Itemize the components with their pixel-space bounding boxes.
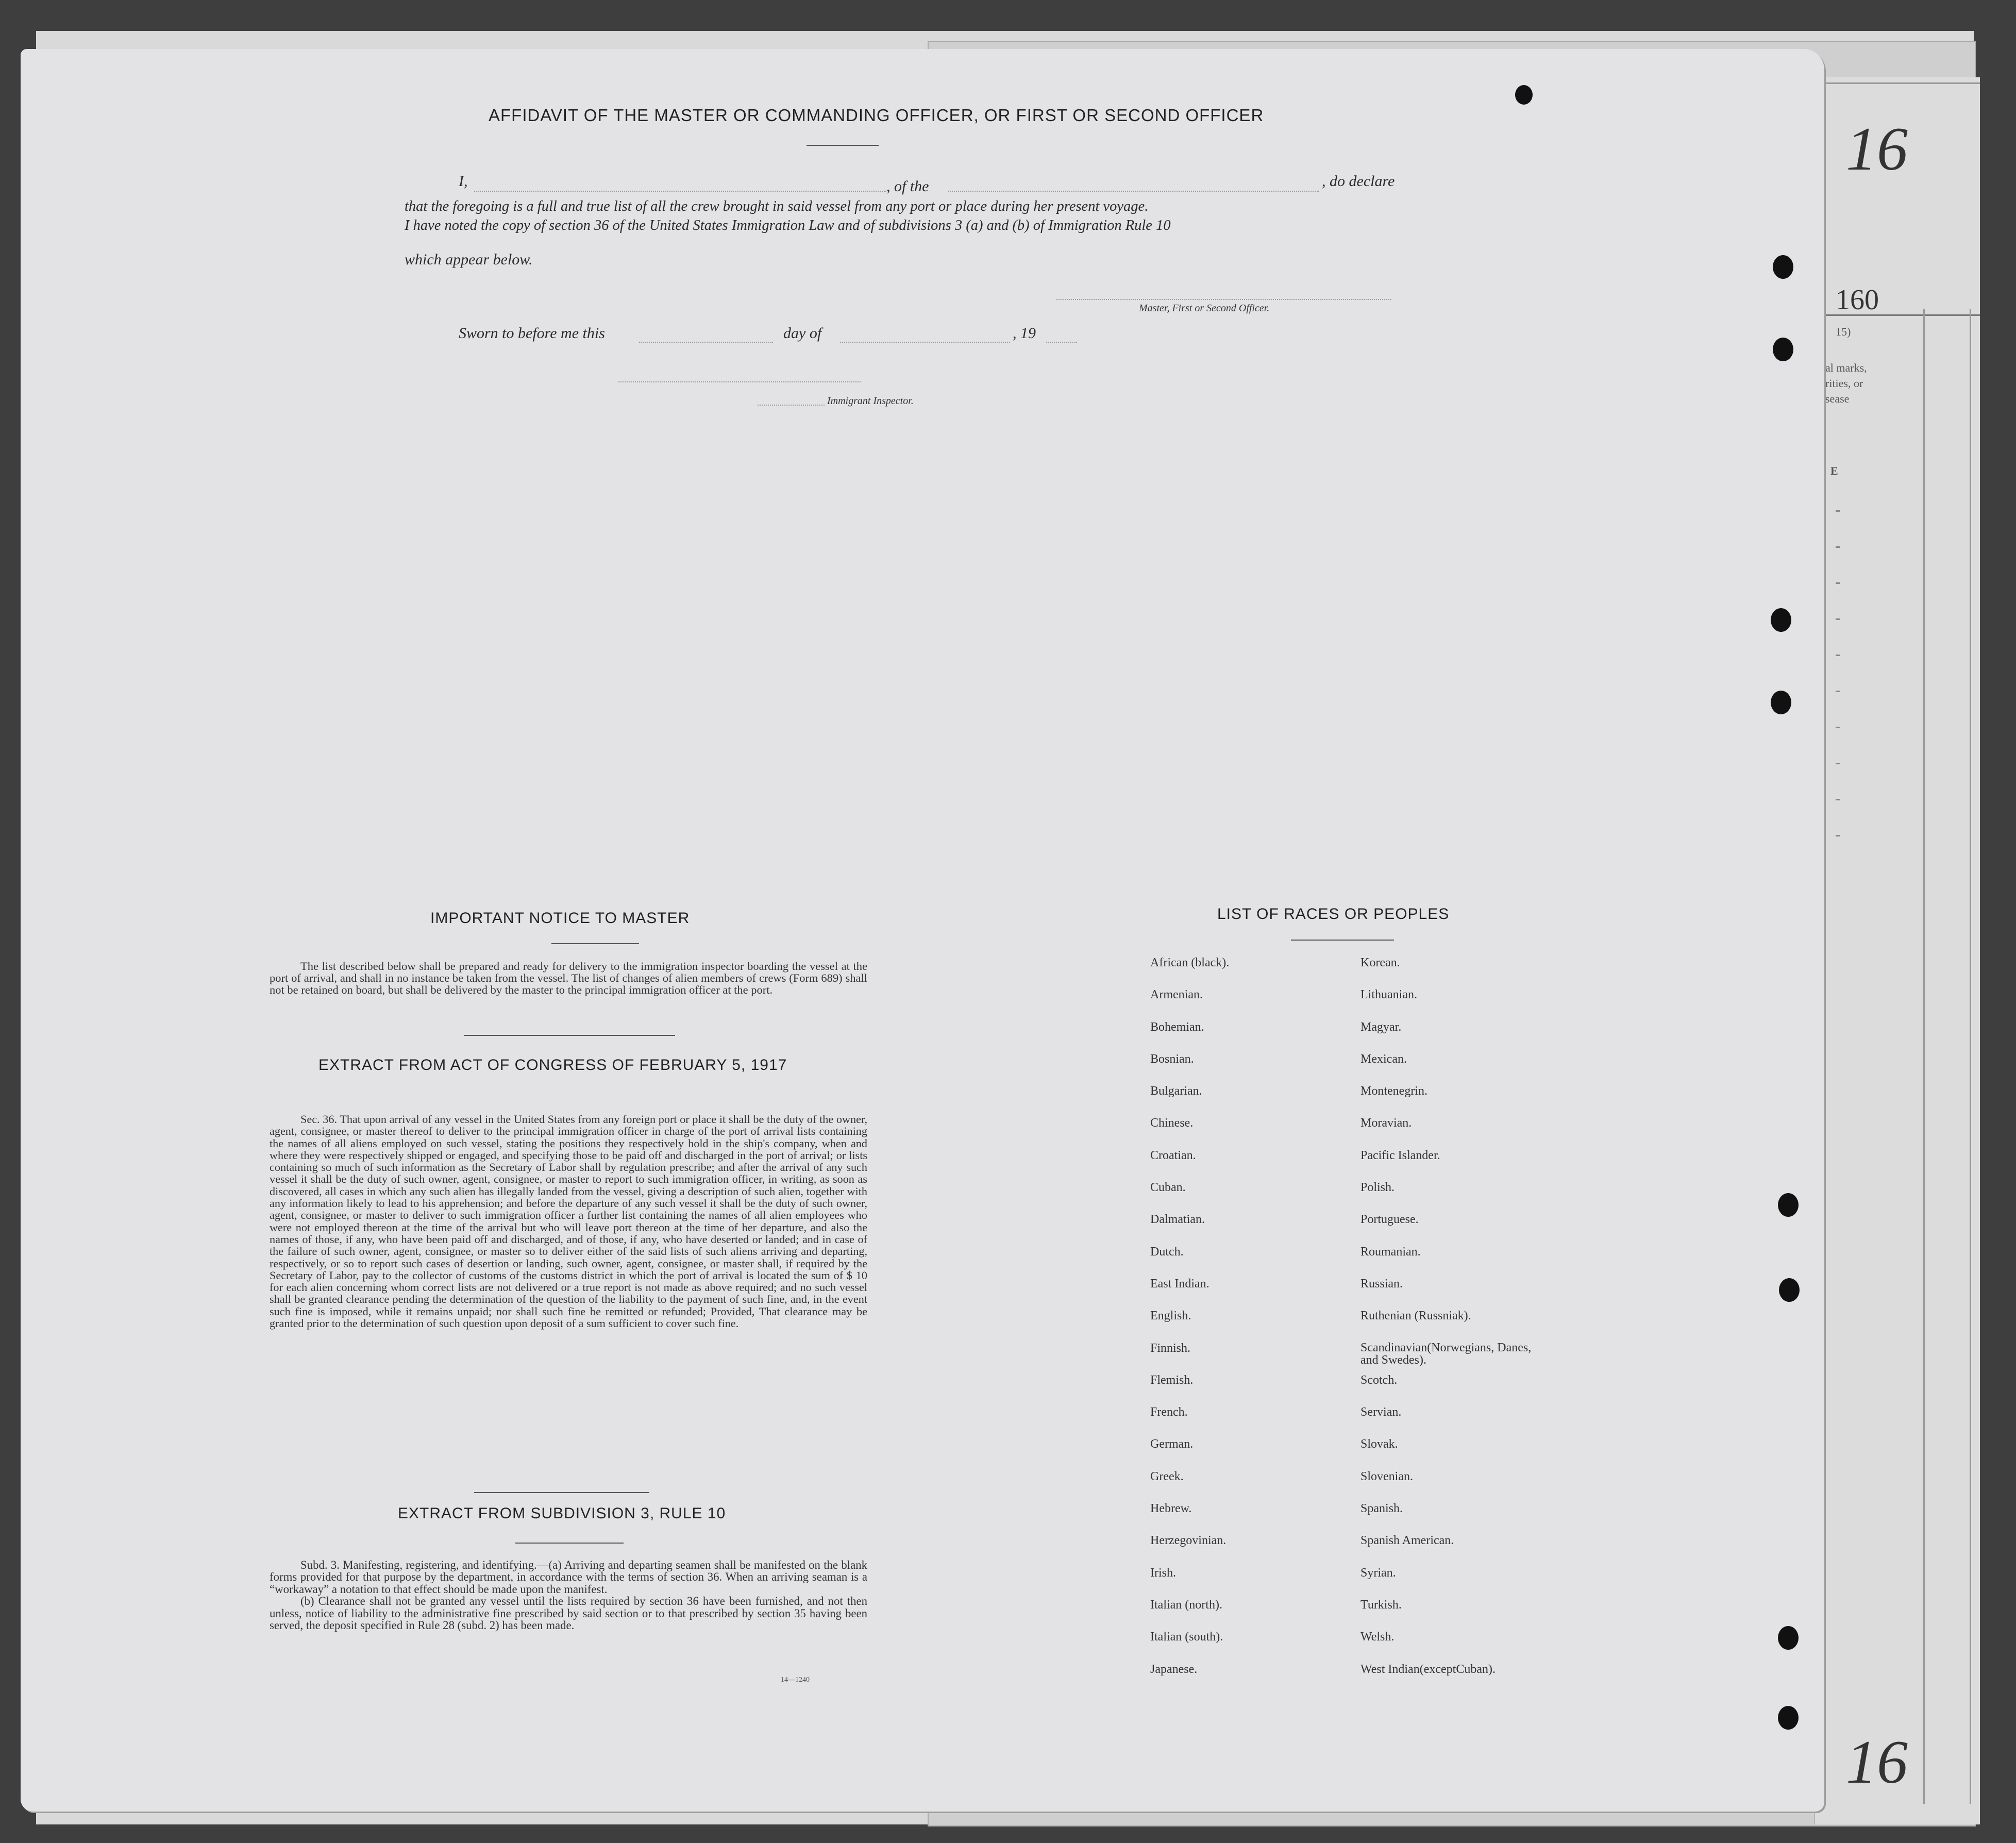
race-item: Portuguese.: [1360, 1213, 1419, 1227]
tick-mark: [1836, 835, 1840, 836]
page-number-top: 16: [1846, 114, 1908, 183]
race-item: Italian (north).: [1150, 1598, 1222, 1612]
race-item: Hebrew.: [1150, 1502, 1192, 1516]
tick-mark: [1836, 727, 1840, 728]
race-item: Turkish.: [1360, 1598, 1402, 1612]
race-item: Spanish.: [1360, 1502, 1403, 1516]
master-signature-line[interactable]: [1056, 299, 1391, 300]
race-item: Bosnian.: [1150, 1052, 1194, 1066]
tick-mark: [1836, 510, 1840, 512]
day-of-label: day of: [783, 325, 822, 342]
race-item: English.: [1150, 1309, 1191, 1323]
punch-hole: [1778, 1193, 1799, 1217]
affidavit-declare: , do declare: [1322, 173, 1395, 190]
fragment-number: 160: [1836, 284, 1879, 316]
punch-hole: [1779, 1278, 1800, 1302]
race-item: Japanese.: [1150, 1662, 1198, 1676]
act-paragraph: Sec. 36. That upon arrival of any vessel in the United States from any foreign port or place it shall be the duty of the owner, agent, consignee, or master thereof to deliver to the principal immigration officer in charge of the port of arrival lists containing the names of all aliens employed on such vessel, stating the positions they respectively hold in the ship's company, when and where they were respectively shipped or engaged, and specifying those to be paid off and discharged in the port of arrival; or lists containing so much of such information as the Secretary of Labor shall by regulation prescribe; and after the arrival of any such vessel it shall be the duty of such owner, agent, consignee, or master to report to such immigration officer, in writing, as soon as discovered, all cases in which any such alien has illegally landed from the vessel, giving a description of such alien, together with any information likely to lead to his apprehension; and before the departure of any such vessel it shall be the duty of such owner, agent, consignee, or master to deliver to such immigration officer a further list containing the names of all alien employees who were not employed thereon at the time of the arrival but who will leave port thereon at the time of her departure, and also the names of those, if any, who have been paid off and discharged, and of those, if any, who have deserted or landed; and in case of the failure of such owner, agent, consignee, or master so to deliver either of the said lists of such aliens arriving and departing, respectively, or so to report such cases of desertion or landing, such owner, agent, consignee, or master shall, if required by the Secretary of Labor, pay to the collector of customs of the customs district in which the port of arrival is located the sum of $ 10 for each alien concerning whom correct lists are not delivered or a true report is not made as above required; and no such vessel shall be granted clearance pending the determination of the question of the liability to the payment of such fine, and, in the event such fine is imposed, while it remains unpaid; nor shall such fine be remitted or refunded; Provided, That clearance may be granted prior to the determination of such question upon deposit of a sum sufficient to cover such fine.: [270, 1113, 867, 1330]
divider: [464, 1035, 675, 1036]
tick-mark: [1836, 582, 1840, 584]
affidavit-line4: which appear below.: [405, 251, 533, 268]
inspector-signature-line[interactable]: [618, 381, 861, 382]
race-item: Armenian.: [1150, 988, 1203, 1002]
punch-hole: [1778, 1706, 1799, 1730]
act-title: EXTRACT FROM ACT OF CONGRESS OF FEBRUARY 5, 1917: [318, 1057, 787, 1074]
race-item: Polish.: [1360, 1181, 1395, 1195]
manifest-page: [21, 49, 1824, 1812]
race-item: Korean.: [1360, 956, 1400, 969]
master-caption: Master, First or Second Officer.: [1139, 303, 1270, 314]
race-item: Finnish.: [1150, 1341, 1191, 1355]
race-item: Bohemian.: [1150, 1020, 1204, 1034]
page-number-bottom: 16: [1846, 1728, 1908, 1796]
manifest-column-rule: [1923, 309, 1925, 1804]
punch-hole: [1771, 691, 1791, 714]
race-item: Lithuanian.: [1360, 988, 1417, 1002]
rule-paragraph-a: Subd. 3. Manifesting, registering, and identifying.—(a) Arriving and departing seamen shall be manifested on the blank forms provided for that purpose by the department, in accordance with the terms of section 36. When an arriving seaman is a “workaway” a notation to that effect should be made upon the manifest.: [270, 1559, 867, 1596]
sworn-month-line[interactable]: [840, 342, 1010, 343]
rule-paragraph-b: (b) Clearance shall not be granted any vessel until the lists required by section 36 have been furnished, and not then unless, notice of liability to the administrative fine prescribed by said section or to that prescribed by section 35 having been served, the deposit specified in Rule 28 (subd. 2) has been made.: [270, 1595, 867, 1632]
tick-mark: [1836, 799, 1840, 800]
race-item: Servian.: [1360, 1405, 1402, 1419]
fragment-text: al marks,: [1825, 361, 1867, 374]
year-label: , 19: [1013, 325, 1036, 342]
sworn-year-line[interactable]: [1046, 342, 1077, 343]
race-item: Bulgarian.: [1150, 1084, 1202, 1098]
race-item: African (black).: [1150, 956, 1230, 969]
race-item: Mexican.: [1360, 1052, 1407, 1066]
race-item: Dalmatian.: [1150, 1213, 1205, 1227]
fragment-text: sease: [1825, 392, 1850, 405]
tick-mark: [1836, 691, 1840, 692]
race-item: Scotch.: [1360, 1373, 1398, 1387]
race-item: Magyar.: [1360, 1020, 1402, 1034]
race-item: Irish.: [1150, 1566, 1176, 1580]
name-blank-line[interactable]: [474, 191, 886, 192]
race-item: Dutch.: [1150, 1245, 1184, 1259]
race-item: Montenegrin.: [1360, 1084, 1427, 1098]
race-item: Roumanian.: [1360, 1245, 1421, 1259]
race-item: Pacific Islander.: [1360, 1148, 1440, 1162]
punch-hole: [1771, 608, 1791, 632]
punch-hole: [1773, 255, 1793, 279]
punch-hole: [1773, 338, 1793, 361]
rule-title: EXTRACT FROM SUBDIVISION 3, RULE 10: [398, 1505, 726, 1522]
affidavit-line3: I have noted the copy of section 36 of the United States Immigration Law and of subdivisions 3 (a) and (b) of Immigration Rule 10: [405, 217, 1171, 233]
fragment-column: 15): [1836, 325, 1851, 338]
race-item: Herzegovinian.: [1150, 1534, 1227, 1548]
affidavit-line2: that the foregoing is a full and true list of all the crew brought in said vessel from any port or place during her present voyage.: [405, 198, 1149, 214]
manifest-rule: [1815, 82, 1980, 84]
underlying-manifest-page: [1814, 77, 1980, 1824]
race-item: Chinese.: [1150, 1116, 1194, 1130]
divider: [474, 1492, 649, 1493]
race-item: Cuban.: [1150, 1181, 1186, 1195]
race-item: Greek.: [1150, 1469, 1184, 1483]
race-item: Moravian.: [1360, 1116, 1412, 1130]
race-item: Spanish American.: [1360, 1534, 1454, 1548]
tick-mark: [1836, 763, 1840, 764]
race-item: French.: [1150, 1405, 1188, 1419]
affidavit-title: AFFIDAVIT OF THE MASTER OR COMMANDING OFFICER, OR FIRST OR SECOND OFFICER: [489, 106, 1264, 125]
punch-hole: [1778, 1626, 1799, 1650]
act-text: [270, 1113, 867, 1329]
race-item: Slovenian.: [1360, 1469, 1413, 1483]
race-item: Ruthenian (Russniak).: [1360, 1309, 1471, 1323]
race-item: West Indian(exceptCuban).: [1360, 1662, 1496, 1676]
form-number: 14—1240: [781, 1676, 810, 1684]
race-item: Scandinavian(Norwegians, Danes, and Swedes).: [1360, 1341, 1532, 1367]
notice-text: [270, 960, 867, 996]
race-item: East Indian.: [1150, 1277, 1209, 1291]
races-title: LIST OF RACES OR PEOPLES: [1217, 906, 1450, 923]
affidavit-of-the: , of the: [886, 178, 929, 195]
race-item: Russian.: [1360, 1277, 1403, 1291]
stain-mark: [1515, 85, 1533, 105]
divider: [1291, 940, 1394, 941]
manifest-column-rule: [1970, 309, 1971, 1804]
race-item: Croatian.: [1150, 1148, 1196, 1162]
affidavit-i: I,: [459, 173, 468, 190]
tick-mark: [1836, 655, 1840, 656]
notice-title: IMPORTANT NOTICE TO MASTER: [430, 910, 690, 927]
fragment-text: rities, or: [1825, 377, 1863, 390]
notice-paragraph: The list described below shall be prepared and ready for delivery to the immigration inspector boarding the vessel at the port of arrival, and shall in no instance be taken from the vessel. The list of changes of alien members of crews (Form 689) shall not be retained on board, but shall be delivered by the master to the principal immigration officer at the port.: [270, 960, 867, 996]
divider: [515, 1543, 624, 1544]
sworn-label: Sworn to before me this: [459, 325, 605, 342]
fragment-letter: E: [1830, 464, 1838, 477]
race-item: Slovak.: [1360, 1437, 1398, 1451]
race-item: Flemish.: [1150, 1373, 1194, 1387]
tick-mark: [1836, 618, 1840, 620]
races-column-2: [1360, 956, 1546, 1695]
vessel-blank-line[interactable]: [948, 191, 1319, 192]
divider: [551, 943, 639, 944]
tick-mark: [1836, 546, 1840, 548]
sworn-day-line[interactable]: [639, 342, 773, 343]
inspector-caption: Immigrant Inspector.: [827, 395, 914, 407]
race-item: Syrian.: [1360, 1566, 1396, 1580]
divider: [807, 145, 879, 146]
inspector-dots: [758, 405, 825, 406]
rule-text: [270, 1559, 867, 1631]
race-item: German.: [1150, 1437, 1194, 1451]
race-item: Italian (south).: [1150, 1630, 1223, 1644]
races-column-1: [1150, 956, 1229, 1695]
race-item: Welsh.: [1360, 1630, 1395, 1644]
